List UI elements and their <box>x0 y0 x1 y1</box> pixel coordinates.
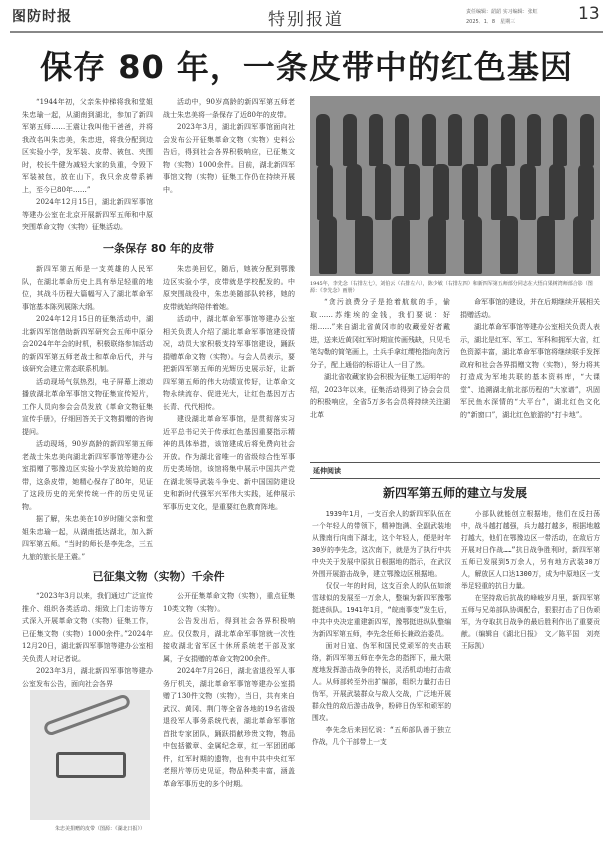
paragraph: 2024年12月15日的征集活动中，湖北新四军馆借助新四军研究会五师中原分会2024年年会的时机，积极联络参加活动的新四军第五师老战士和革命后代，并与该研究会建立常态联系机制。 <box>22 315 153 373</box>
paragraph: “2023年3月以来，我们通过广泛宣传推介、组织各类活动、细致上门走访等方式深入开展革命文物（实物）征集工作，已征集文物（实物）1000余件。”2024年12月20日，湖北新四军事馆等建办公室相关负责人对记者说。 <box>22 592 153 663</box>
intro-column-left <box>22 96 153 234</box>
extended-reading-tag: 延伸阅读 <box>313 467 341 475</box>
section-one-column-left <box>22 263 153 563</box>
paragraph: 2023年3月，湖北新四军事馆等建办公室发布公告，面向社会各界 <box>22 667 153 688</box>
paragraph: 活动现场，90岁高龄的新四军第五师老战士朱忠美向湖北新四军事馆等建办公室捐赠了鄂豫边区实验小学发放给她的皮带，这条皮带，她精心保存了80年，见证了这段历史的光荣传统一件的历史见证物。 <box>22 440 153 511</box>
extended-tag-rule <box>310 478 600 479</box>
page-headline: 保存 80 年，一条皮带中的红色基因 <box>40 48 573 86</box>
photo-back-row <box>310 114 600 166</box>
paragraph: 面对日寇、伪军和国民党顽军的夹击联络，新四军第五师在李先念的指挥下，最大限度地发挥游击战争的特长，灵活机动地打击敌人。从师部转至外出扩编部，组织力量打击日伪军，开展武装群众与敌人交战，广泛地开展群众性的敌后游击战争，粉碎日伪军和顽军的围攻。 <box>312 642 451 722</box>
intro-column-right <box>163 96 295 234</box>
paragraph: 据了解，朱忠美在10岁时随父亲和堂姐朱忠瑜一起，从湖南抵达湖北，加入新四军第五师。“当时的师长是李先念，三五九旅的旅长是王震。” <box>22 515 153 561</box>
historical-group-photo <box>310 96 600 276</box>
page-number: 13 <box>578 4 600 24</box>
extended-column-left <box>312 508 451 838</box>
paragraph: 建设湖北革命军事馆，是贯彻落实习近平总书记关于传承红色基因重要指示精神的具体举措，该馆建成后将免费向社会开放。作为湖北省唯一的省级综合性军事历史类场馆，该馆将集中展示中国共产党在湖北领导武装斗争史、新中国国防建设史和新时代强军兴军伟大实践，延伸展示军事历史文化，是重要红色教育阵地。 <box>163 415 295 511</box>
intro-paragraph-4: 2023年3月，湖北新四军事馆面向社会发布公开征集革命文物（实物）史料公告后，得到社会各界积极响应，已征集文物（实物）1000余件。目前，湖北新四军事馆文物（实物）征集工作仍在持续开展中。 <box>163 123 295 194</box>
masthead-divider <box>10 31 603 33</box>
newspaper-logo: 图防时报 <box>12 9 72 25</box>
editor-credits: 责任编辑：韶韶 实习编辑：张虹 <box>466 9 538 15</box>
paragraph: 2024年7月26日，湖北省退役军人事务厅机关，湖北革命军事馆等建办公室捐赠了130件文物（实物），当日，共有来自武汉、黄冈、荆门等全省各地的19名省级退役军人事务系统代表，湖北革命军事馆首批专家团队，踊跃捐献珍贵文物，物品中包括徽章、金属纪念章，红一军团团邮件，红军时期的遗物，也有中共中央红军老照片等历史见证，物品种类丰富，涵盖革命军事历史的多个时期。 <box>163 667 295 788</box>
photo-middle-row <box>310 164 600 220</box>
section-two-title: 已征集文物（实物）千余件 <box>92 570 225 583</box>
paragraph: “贪污浪费分子是抢着航航的手，偷取……苏维埃的金钱，我们要说：好细……”来自湖北省黄冈市的收藏爱好者戴进，送来近黄冈红军时期宣传画残缺，只见毛笔勾勒的简笔画上，土兵手拿红缨枪指向贪污分子，配上通俗的标语让人一目了然。 <box>310 298 450 369</box>
section-title: 特别报道 <box>268 10 344 30</box>
photo-front-row <box>310 216 600 274</box>
paragraph: 活动现场气氛热烈，电子屏幕上滚动播放湖北革命军事馆文物征集宣传短片，工作人员向参会会员发放《革命文物征集宣传手册》，仔细回答关于文物捐赠的咨询提问。 <box>22 377 153 436</box>
masthead <box>0 0 613 30</box>
paragraph: 活动中，湖北革命军事馆等建办公室相关负责人介绍了湖北革命军事馆建设情况，动员大家积极支持军事馆建设，踊跃捐赠革命文物（实物）。与会人员表示，要把新四军第五师的光辉历史展示好，让新四军第五师的伟大功绩宣传好，让革命文物永续流存、促进光大，让红色基因万古长青、代代相传。 <box>163 315 295 411</box>
extended-title: 新四军第五师的建立与发展 <box>382 486 527 500</box>
intro-paragraph-2: 2024年12月15日，湖北新四军事馆等建办公室在北京开展新四军五师和中原突围革命文物（实物）征集活动。 <box>22 198 153 231</box>
belt-strap <box>42 693 131 737</box>
section-one-column-right <box>163 263 295 563</box>
paragraph: 仅仅一年的时间，这支百余人的队伍如滚雪球似的发展至一万余人，整编为新四军豫鄂挺进纵队。1941年1月，“皖南事变”发生后，中共中央决定重建新四军，豫鄂挺进纵队整编为新四军第五师，李先念任师长兼政治委员。 <box>312 582 451 638</box>
intro-paragraph-1: “1944年初，父亲朱仲梯将我和堂姐朱忠瑜一起，从湖南到湖北，参加了新四军第五师……王震让我叫他干爸爸，并将我改名叫朱忠美，朱忠进，将我分配到边区实验小学，发军装、皮带、被包、夹围时，校长牛健为减轻大家的负重，令毁下军装被包，放在山下，我只余皮带系裤上，至今已80年……” <box>22 98 153 194</box>
paragraph: 新四军第五师是一支英雄的人民军队，在湖北革命历史上具有举足轻重的地位，其战斗历程大篇幅写入了湖北革命军事馆基本陈列展陈大纲。 <box>22 265 153 311</box>
paragraph: 朱忠美回忆，随后，她被分配到鄂豫边区实验小学，皮带就是学校配发的。中原突围战役中，朱忠美随部队转移，她的皮带就始终陪伴着她。 <box>163 265 295 311</box>
section-two-column-right <box>163 590 295 830</box>
right-column-left <box>310 296 450 456</box>
paragraph: 在坚持敌后抗战的峰峻岁月里，新四军第五师与兄弟部队协调配合，狠狠打击了日伪顽军，为夺取抗日战争的最后胜利作出了重要贡献。（编辑自《湖北日报》 文／陈平国 刘亮 王际凯） <box>461 594 607 650</box>
belt-buckle <box>56 752 126 778</box>
paragraph: 湖北革命军事馆等建办公室相关负责人表示，湖北是红军、军工、军科和拥军大省，红色资源丰富，湖北革命军事馆将继续联手发挥政府和社会各界捐赠文物（实物），努力将其打造成为军地共联的基本资料库，“大课堂”、追溯湖北航北部历程的“大家谱”，巩固军民鱼水深情的“大平台”，湖北红色文化的“新窗口”，湖北红色旅游的“打卡地”。 <box>460 323 600 419</box>
extended-column-right <box>461 508 607 838</box>
belt-photo-caption: 朱忠美捐赠的皮带（图源：《湖北日报》） <box>54 826 145 832</box>
paragraph: 湖北省收藏家协会积极为征集工运明年的绍，2023年以来，征集活动得到了协会会员的积极响应，全省5万多名会员将持续关注湖北革 <box>310 373 450 419</box>
extended-top-rule <box>310 462 600 463</box>
paragraph: 1939年1月，一支百余人的新四军队伍在一个年轻人的带领下，精神饱满、全副武装地从豫南行向南下湖北，这个年轻人，便是时年30岁的李先念，这次南下，就是为了执行中共中央关于发展中原抗日根据地的指示，在武汉外围开展游击战争，建立鄂豫边区根据地。 <box>312 510 451 578</box>
section-one-title: 一条保存 80 年的皮带 <box>103 242 214 255</box>
issue-date: 2025．1．8 星期三 <box>466 19 516 25</box>
paragraph: 命军事馆的建设，并在后期继续开展相关捐赠活动。 <box>460 298 600 319</box>
paragraph: 小部队就能创立根据地，他们在反扫荡中，战斗越打越强，兵力越打越多，根据地越打越大，他们在鄂豫边区一带活动，在敌后方开展对日作战……”抗日战争胜利时，新四军第五师已发展到5万余人，另有地方武装30万人，解放区人口达1300万，成为中原地区一支举足轻重的抗日力量。 <box>461 510 600 590</box>
photo-caption: 1945年，李先念（右排左七），刘伯云（右排左六），陈少敏（右排左四）和新四军第五师部分同志在大悟白果树湾师部合影（图源：《李先念》画册） <box>310 281 593 294</box>
section-two-column-left <box>22 590 153 686</box>
belt-photo <box>30 690 150 820</box>
paragraph: 李先念后来回忆说：“五师部队善于独立作战，几个干部带上一支 <box>312 726 451 746</box>
intro-paragraph-3: 活动中，90岁高龄的新四军第五师老战士朱忠美将一条保存了近80年的皮带。 <box>163 98 295 119</box>
right-column-right <box>460 296 600 456</box>
paragraph: 公告发出后，得到社会各界积极响应。仅仅数月，湖北革命军事馆就一次性接收湖北省军区十休所系统老干部及家属，子女捐赠的革命文物200余件。 <box>163 617 295 663</box>
paragraph: 公开征集革命文物（实物），重点征集10类文物（实物）。 <box>163 592 295 613</box>
